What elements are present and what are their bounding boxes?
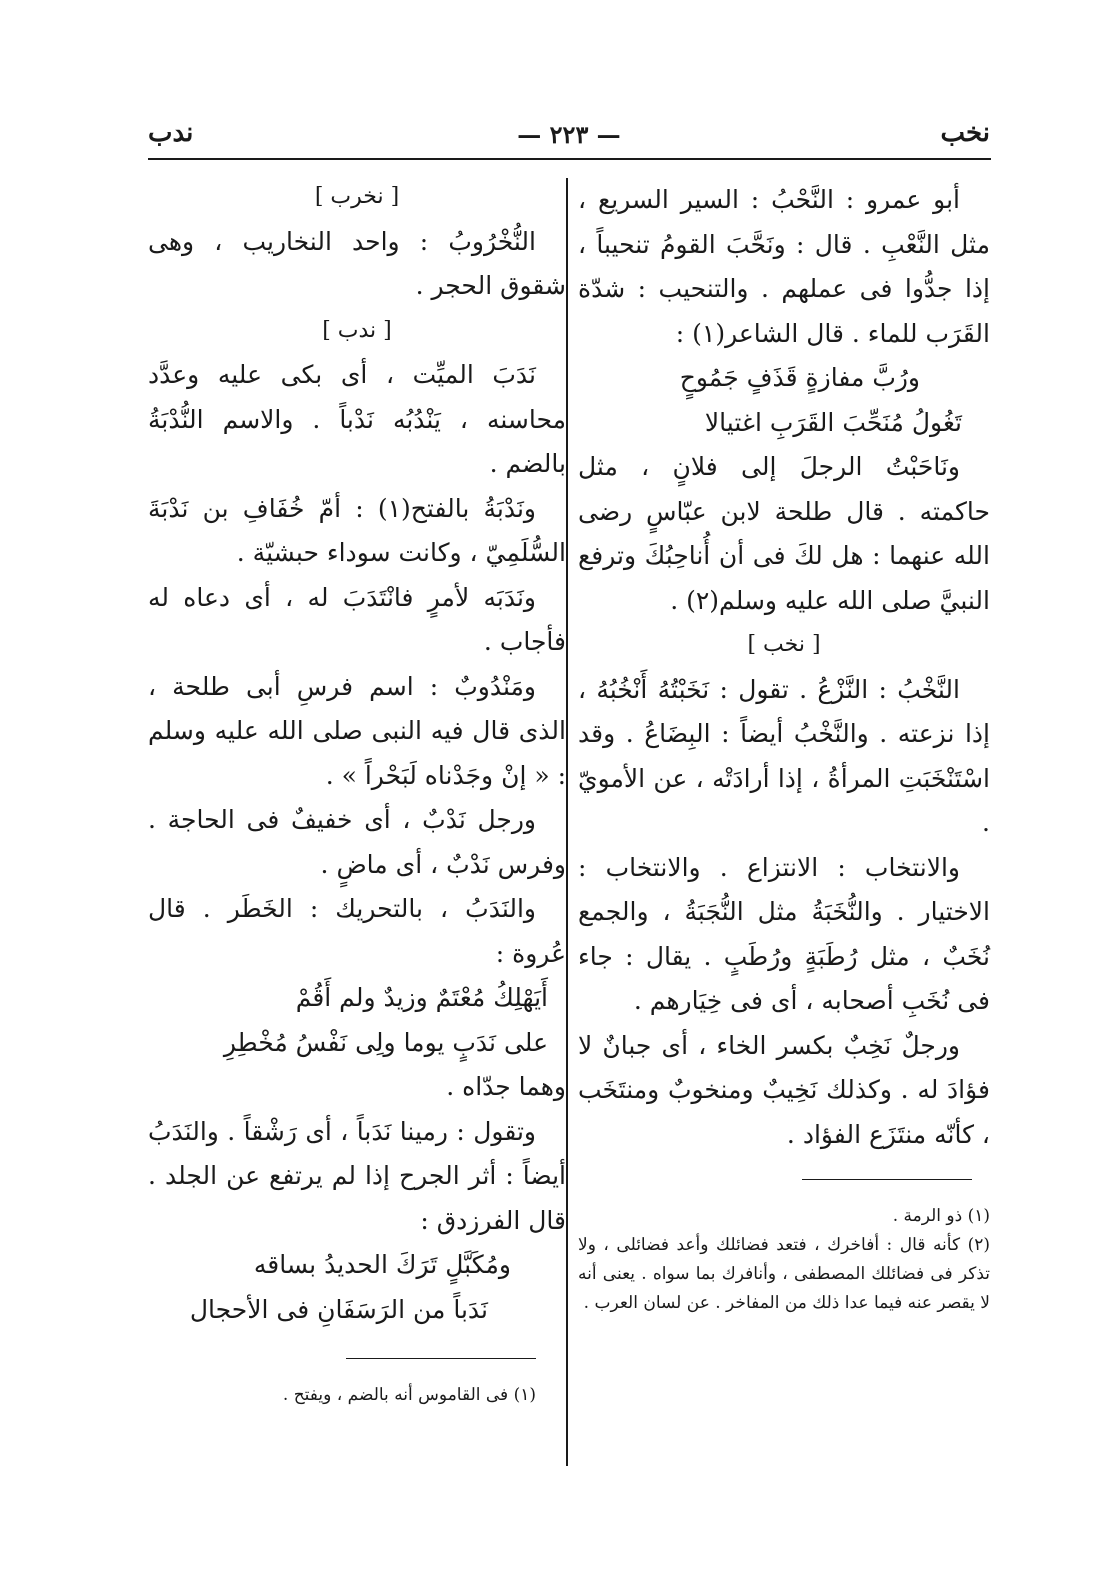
paragraph: ورجلٌ نَخِبٌ بكسر الخاء ، أى جبانٌ لا فؤادَ له . وكذلك نَخِيبٌ ومنخوبٌ ومنتَخَب ، كأنّه منتَزَع الفؤاد . — [578, 1030, 990, 1149]
paragraph: نَدَبَ الميِّت ، أى بكى عليه وعدَّد محاسنه ، يَنْدُبُه نَدْباً . والاسم النُّدْبَةُ بالضم . — [148, 360, 566, 478]
paragraph: ومَنْدُوبٌ : اسم فرسِ أبى طلحة ، الذى قال فيه النبى صلى الله عليه وسلم : « إنْ وجَدْناه لَبَحْراً » . — [148, 671, 566, 790]
right-column — [578, 178, 990, 1318]
paragraph: ونَاحَبْتُ الرجلَ إلى فلانٍ ، مثل حاكمته . قال طلحة لابن عبّاسٍ رضى الله عنهما : هل لكَ فى أن أُناحِبُكَ وترفع النبيَّ صلى الله عليه وسلم(٢) . — [578, 452, 990, 615]
column-divider — [566, 178, 568, 1466]
footnote-rule — [802, 1179, 972, 1180]
header-entry-word-right: نخب — [940, 118, 990, 148]
footnote: (١) ذو الرمة . — [892, 1206, 990, 1226]
paragraph: والانتخاب : الانتزاع . والانتخاب : الاختيار . والنُّخَبَةُ مثل النُّجَبَةُ ، والجمع نُخَبٌ ، مثل رُطَبَةٍ ورُطَبٍ . يقال : جاء فى نُخَبِ أصحابه ، أى فى خِيَارهم . — [578, 852, 990, 1015]
header-rule — [148, 158, 991, 160]
footnote: (٢) كأنه قال : أفاخرك ، فتعد فضائلك وأعد فضائلى ، ولا تذكر فى فضائلك المصطفى ، وأنافرك بما سواه . يعنى أنه لا يقصر عنه فيما عدا ذلك من المفاخر . عن لسان العرب . — [578, 1235, 990, 1313]
entry-heading: [ ندب ] — [322, 317, 392, 343]
verse-line: ورُبَّ مفازةٍ قَذَفٍ جَمُوحٍ — [679, 363, 920, 392]
footnote-rule — [346, 1358, 536, 1359]
verse-line: تَغُولُ مُنَحِّبَ القَرَبِ اغتيالا — [704, 407, 962, 437]
verse-line: على نَدَبٍ يوما ولِى نَفْسُ مُخْطِرِ — [223, 1027, 548, 1057]
header-entry-word-left: ندب — [148, 118, 194, 148]
footnote: (١) فى القاموس أنه بالضم ، ويفتح . — [282, 1385, 536, 1405]
paragraph: ونَدَبَه لأمرٍ فانْتَدَبَ له ، أى دعاه له فأجاب . — [148, 582, 566, 656]
left-column — [148, 175, 566, 1410]
paragraph: والنَدَبُ ، بالتحريك : الخَطَر . قال عُروة : — [148, 894, 566, 968]
paragraph: النُّخْرُوبُ : واحد النخاريب ، وهى شقوق الحجر . — [148, 226, 566, 300]
page-number: — ٢٢٣ — — [517, 120, 621, 149]
paragraph: وهما جدّاه . — [446, 1072, 566, 1101]
verse-line: ومُكَبَّلٍ تَرَكَ الحديدُ بساقه — [253, 1250, 511, 1279]
page-header — [148, 118, 990, 158]
paragraph: ونَدْبَةُ بالفتح(١) : أمّ خُفَافِ بن نَدْبَةَ السُّلَمِيّ ، وكانت سوداء حبشيّة . — [148, 493, 566, 567]
paragraph: ورجل نَدْبٌ ، أى خفيفٌ فى الحاجة . وفرس نَدْبٌ ، أى ماضٍ . — [148, 805, 566, 879]
paragraph: وتقول : رمينا نَدَباً ، أى رَشْقاً . والنَدَبُ أيضاً : أثر الجرح إذا لم يرتفع عن الجلد . قال الفرزدق : — [148, 1116, 566, 1235]
paragraph: النَّخْبُ : النَّزْعُ . تقول : نَخَبْتُهُ أَنْخُبُهُ ، إذا نزعته . والنَّخْبُ أيضاً : البِضَاعُ . وقد اسْتَنْخَبَتِ المرأةُ ، إذا أرادَتْه ، عن الأمويّ . — [578, 674, 990, 837]
paragraph: أبو عمرو : النَّحْبُ : السير السريع ، مثل النَّعْبِ . قال : ونَحَّبَ القومُ تنحيباً ، إذا جدُّوا فى عملهم . والتنحيب : شدّة القَرَب للماء . قال الشاعر(١) : — [578, 185, 990, 348]
verse-line: نَدَباً من الرَسَفَانِ فى الأحجال — [189, 1294, 488, 1324]
verse-line: أَيَهْلِكُ مُعْتَمٌ وزيدٌ ولم أَقُمْ — [295, 983, 548, 1012]
entry-heading: [ نخرب ] — [314, 184, 400, 209]
entry-heading: [ نخب ] — [747, 632, 821, 657]
